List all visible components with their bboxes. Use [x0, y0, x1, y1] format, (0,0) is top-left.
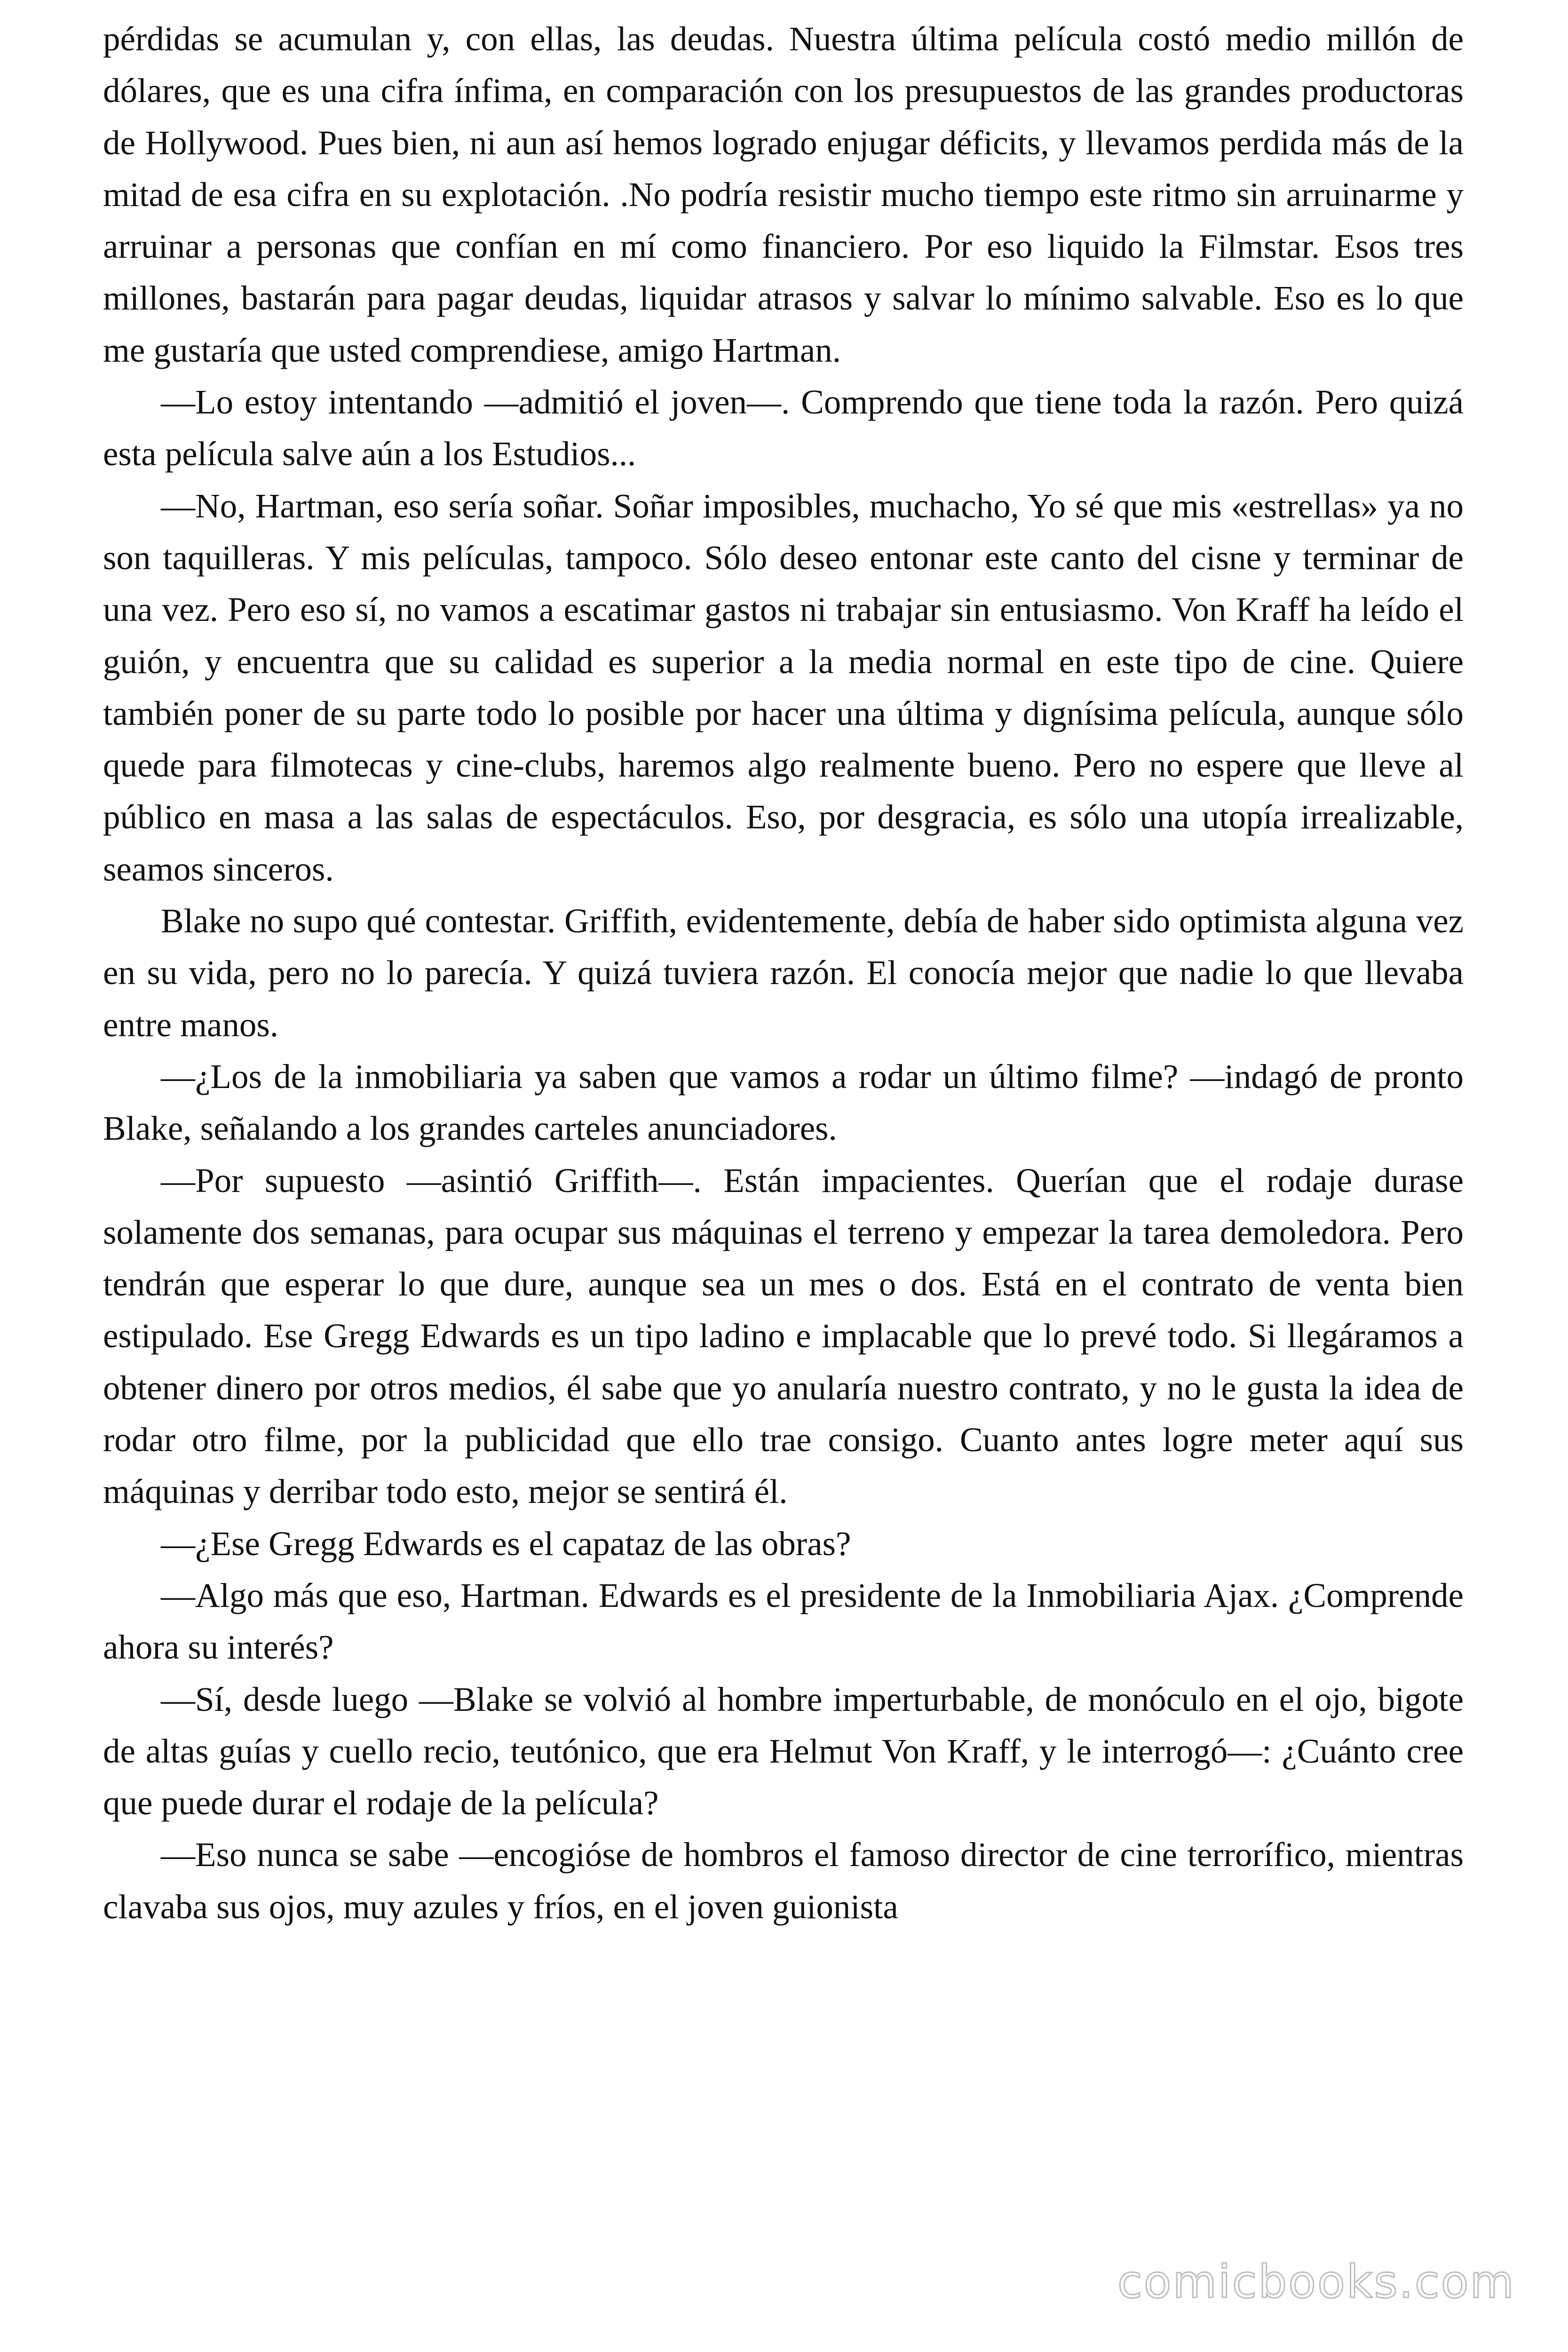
paragraph: —Por supuesto —asintió Griffith—. Están impacientes. Querían que el rodaje durase solamente dos semanas, para ocupar sus máquinas el terreno y empezar la tarea demoledora. Pero tendrán que esperar lo que dure, aunque sea un mes o dos. Está en el contrato de venta bien estipulado. Ese Gregg Edwards es un tipo ladino e implacable que lo prevé todo. Si llegáramos a obtener dinero por otros medios, él sabe que yo anularía nuestro contrato, y no le gusta la idea de rodar otro filme, por la publicidad que ello trae consigo. Cuanto antes logre meter aquí sus máquinas y derribar todo esto, mejor se sentirá él. [103, 1161, 1464, 1511]
paragraph: —Lo estoy intentando —admitió el joven—. Comprendo que tiene toda la razón. Pero quizá esta película salve aún a los Estudios... [103, 383, 1464, 473]
paragraph: —Eso nunca se sabe —encogióse de hombros el famoso director de cine terrorífico, mientras clavaba sus ojos, muy azules y fríos, en el joven guionista [103, 1836, 1464, 1926]
paragraph: Blake no supo qué contestar. Griffith, evidentemente, debía de haber sido optimista alguna vez en su vida, pero no lo parecía. Y quizá tuviera razón. El conocía mejor que nadie lo que llevaba entre manos. [103, 902, 1464, 1044]
paragraph: —Algo más que eso, Hartman. Edwards es el presidente de la Inmobiliaria Ajax. ¿Comprende ahora su interés? [103, 1576, 1464, 1667]
body-text [103, 13, 1464, 1933]
watermark: comicbooks.com [1117, 2256, 1515, 2308]
paragraph: pérdidas se acumulan y, con ellas, las deudas. Nuestra última película costó medio millón de dólares, que es una cifra ínfima, en comparación con los presupuestos de las grandes productoras de Hollywood. Pues bien, ni aun así hemos logrado enjugar déficits, y llevamos perdida más de la mitad de esa cifra en su explotación. .No podría resistir mucho tiempo este ritmo sin arruinarme y arruinar a personas que confían en mí como financiero. Por eso liquido la Filmstar. Esos tres millones, bastarán para pagar deudas, liquidar atrasos y salvar lo mínimo salvable. Eso es lo que me gustaría que usted comprendiese, amigo Hartman. [103, 20, 1464, 369]
paragraph: —¿Ese Gregg Edwards es el capataz de las obras? [161, 1524, 851, 1563]
paragraph: —No, Hartman, eso sería soñar. Soñar imposibles, muchacho, Yo sé que mis «estrellas» ya no son taquilleras. Y mis películas, tampoco. Sólo deseo entonar este canto del cisne y terminar de una vez. Pero eso sí, no vamos a escatimar gastos ni trabajar sin entusiasmo. Von Kraff ha leído el guión, y encuentra que su calidad es superior a la media normal en este tipo de cine. Quiere también poner de su parte todo lo posible por hacer una última y dignísima película, aunque sólo quede para filmotecas y cine-clubs, haremos algo realmente bueno. Pero no espere que lleve al público en masa a las salas de espectáculos. Eso, por desgracia, es sólo una utopía irrealizable, seamos sinceros. [103, 486, 1464, 888]
paragraph: —Sí, desde luego —Blake se volvió al hombre imperturbable, de monóculo en el ojo, bigote de altas guías y cuello recio, teutónico, que era Helmut Von Kraff, y le interrogó—: ¿Cuánto cree que puede durar el rodaje de la película? [103, 1680, 1464, 1822]
paragraph: —¿Los de la inmobiliaria ya saben que vamos a rodar un último filme? —indagó de pronto Blake, señalando a los grandes carteles anunciadores. [103, 1057, 1464, 1148]
